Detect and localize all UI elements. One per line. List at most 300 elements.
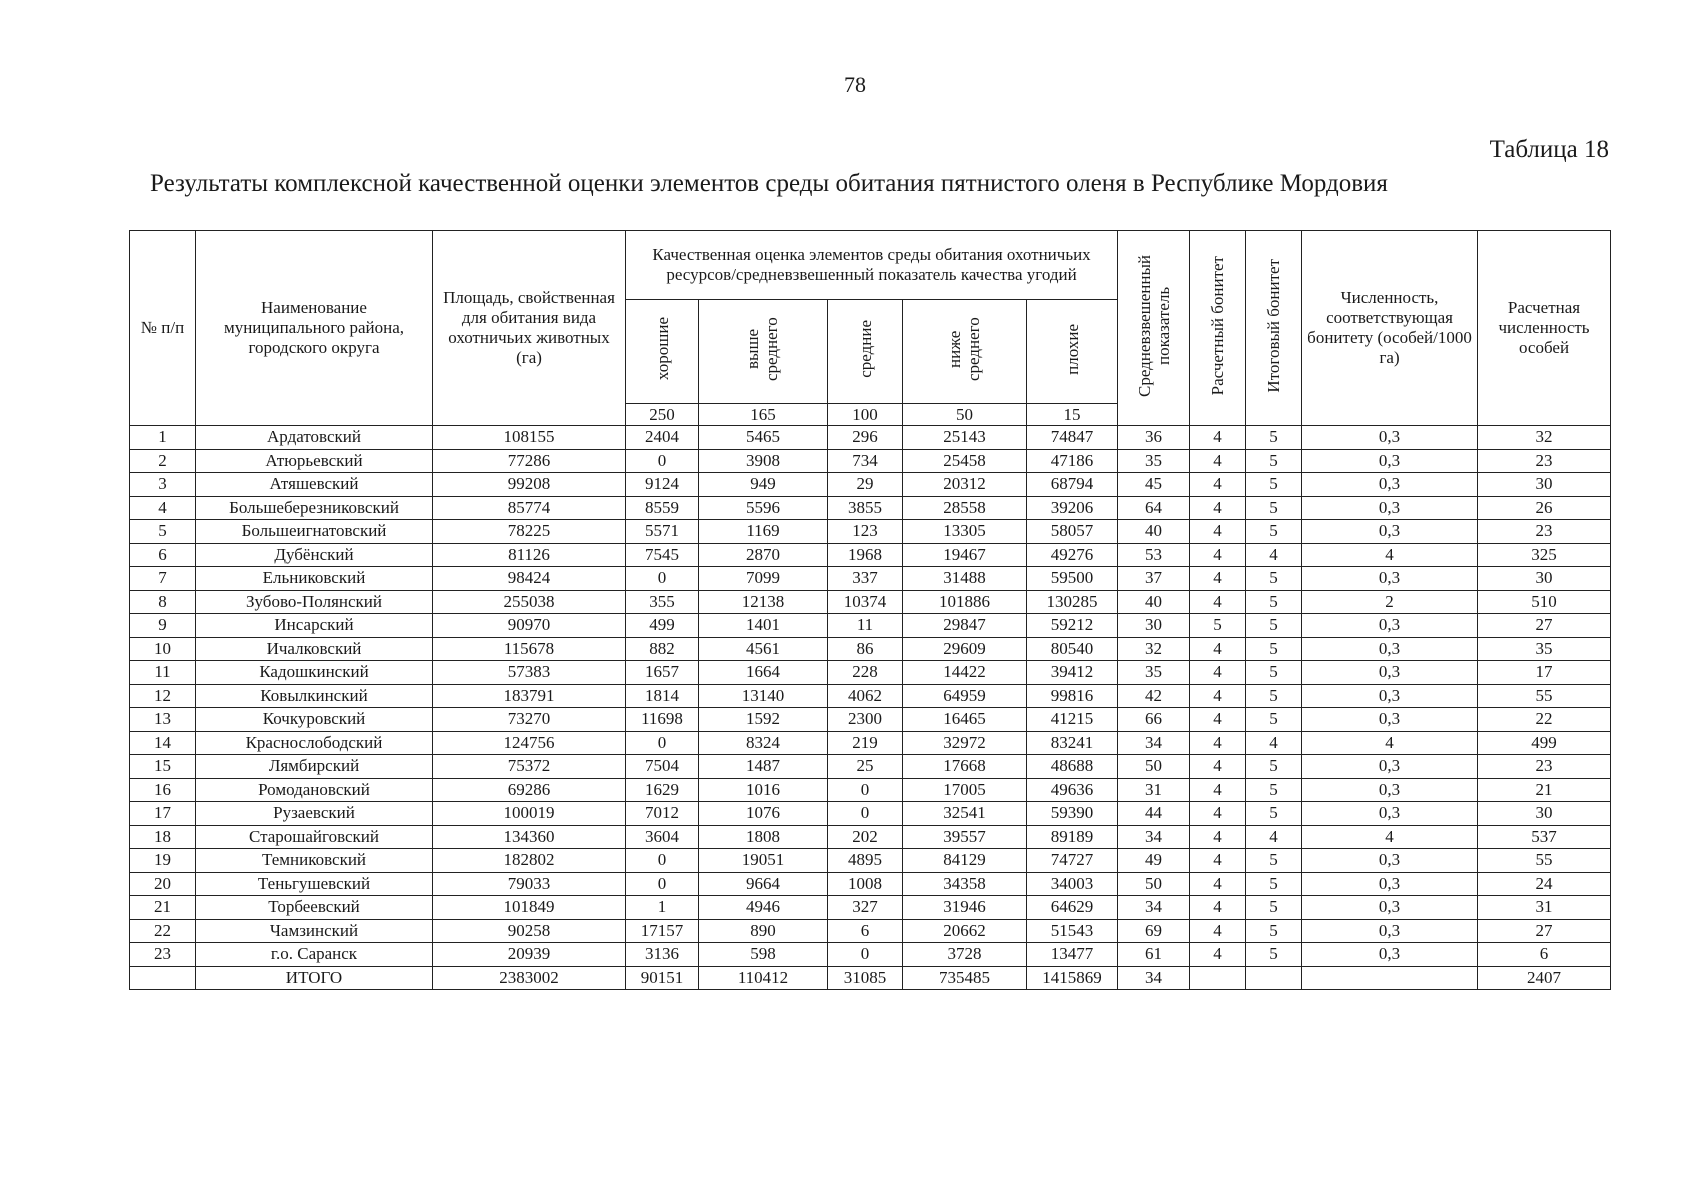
cell-calc-bonitet: 4: [1190, 567, 1246, 591]
cell-area: 182802: [433, 849, 626, 873]
cell-calc-population: 26: [1478, 496, 1611, 520]
cell-average: 0: [828, 778, 903, 802]
cell-good: 7545: [626, 543, 699, 567]
cell-number: 15: [130, 755, 196, 779]
cell-final-bonitet: 5: [1246, 943, 1302, 967]
cell-district-name: Инсарский: [196, 614, 433, 638]
cell-number: 13: [130, 708, 196, 732]
table-row: [130, 919, 1611, 943]
cell-below-average: 34358: [903, 872, 1027, 896]
cell-density: 0,3: [1302, 637, 1478, 661]
cell-number: 1: [130, 426, 196, 450]
cell-density: 0,3: [1302, 872, 1478, 896]
total-cell-above-average: 110412: [699, 966, 828, 990]
cell-poor: 130285: [1027, 590, 1118, 614]
cell-area: 183791: [433, 684, 626, 708]
cell-final-bonitet: 5: [1246, 426, 1302, 450]
cell-average: 296: [828, 426, 903, 450]
cell-poor: 49636: [1027, 778, 1118, 802]
cell-final-bonitet: 5: [1246, 872, 1302, 896]
cell-calc-population: 6: [1478, 943, 1611, 967]
cell-weighted-index: 64: [1118, 496, 1190, 520]
cell-above-average: 8324: [699, 731, 828, 755]
table-row: [130, 778, 1611, 802]
cell-below-average: 32541: [903, 802, 1027, 826]
cell-poor: 99816: [1027, 684, 1118, 708]
cell-number: 18: [130, 825, 196, 849]
cell-area: 85774: [433, 496, 626, 520]
cell-poor: 89189: [1027, 825, 1118, 849]
cell-above-average: 4561: [699, 637, 828, 661]
header-weighted-index-text: Средневзвешенный показатель: [1134, 254, 1173, 397]
header-final-bonitet: [1246, 231, 1302, 426]
cell-below-average: 64959: [903, 684, 1027, 708]
header-weight-poor: 15: [1027, 404, 1118, 426]
cell-weighted-index: 40: [1118, 590, 1190, 614]
header-quality-below-average-text: ниже среднего: [944, 317, 983, 381]
cell-above-average: 5596: [699, 496, 828, 520]
cell-final-bonitet: 5: [1246, 449, 1302, 473]
cell-calc-bonitet: 4: [1190, 849, 1246, 873]
cell-calc-population: 30: [1478, 567, 1611, 591]
cell-above-average: 2870: [699, 543, 828, 567]
table-row: [130, 849, 1611, 873]
cell-good: 8559: [626, 496, 699, 520]
cell-density: 0,3: [1302, 426, 1478, 450]
cell-above-average: 598: [699, 943, 828, 967]
cell-density: 0,3: [1302, 896, 1478, 920]
cell-below-average: 25458: [903, 449, 1027, 473]
cell-good: 0: [626, 849, 699, 873]
total-cell-district-name: ИТОГО: [196, 966, 433, 990]
cell-final-bonitet: 5: [1246, 590, 1302, 614]
cell-poor: 58057: [1027, 520, 1118, 544]
cell-district-name: Большеигнатовский: [196, 520, 433, 544]
cell-above-average: 12138: [699, 590, 828, 614]
cell-average: 10374: [828, 590, 903, 614]
table-row: [130, 896, 1611, 920]
cell-calc-population: 21: [1478, 778, 1611, 802]
cell-calc-population: 325: [1478, 543, 1611, 567]
cell-below-average: 16465: [903, 708, 1027, 732]
cell-final-bonitet: 5: [1246, 661, 1302, 685]
cell-density: 0,3: [1302, 473, 1478, 497]
cell-above-average: 3908: [699, 449, 828, 473]
cell-good: 1657: [626, 661, 699, 685]
cell-average: 4895: [828, 849, 903, 873]
cell-district-name: Кочкуровский: [196, 708, 433, 732]
cell-good: 5571: [626, 520, 699, 544]
header-weight-average: 100: [828, 404, 903, 426]
cell-final-bonitet: 5: [1246, 708, 1302, 732]
cell-density: 0,3: [1302, 849, 1478, 873]
total-cell-calc-bonitet: [1190, 966, 1246, 990]
cell-poor: 59500: [1027, 567, 1118, 591]
cell-below-average: 14422: [903, 661, 1027, 685]
cell-above-average: 1016: [699, 778, 828, 802]
cell-calc-population: 499: [1478, 731, 1611, 755]
cell-final-bonitet: 5: [1246, 896, 1302, 920]
cell-below-average: 13305: [903, 520, 1027, 544]
cell-above-average: 1487: [699, 755, 828, 779]
table-row: [130, 449, 1611, 473]
cell-area: 255038: [433, 590, 626, 614]
cell-average: 0: [828, 802, 903, 826]
cell-good: 0: [626, 872, 699, 896]
cell-calc-population: 31: [1478, 896, 1611, 920]
cell-average: 202: [828, 825, 903, 849]
cell-below-average: 20312: [903, 473, 1027, 497]
cell-above-average: 7099: [699, 567, 828, 591]
cell-below-average: 84129: [903, 849, 1027, 873]
cell-average: 337: [828, 567, 903, 591]
total-cell-below-average: 735485: [903, 966, 1027, 990]
total-cell-number: [130, 966, 196, 990]
cell-area: 77286: [433, 449, 626, 473]
cell-below-average: 32972: [903, 731, 1027, 755]
cell-poor: 41215: [1027, 708, 1118, 732]
table-row: [130, 731, 1611, 755]
cell-calc-population: 17: [1478, 661, 1611, 685]
table-row: [130, 755, 1611, 779]
cell-good: 7012: [626, 802, 699, 826]
cell-average: 1008: [828, 872, 903, 896]
cell-final-bonitet: 5: [1246, 849, 1302, 873]
cell-final-bonitet: 5: [1246, 778, 1302, 802]
cell-area: 79033: [433, 872, 626, 896]
cell-area: 98424: [433, 567, 626, 591]
cell-area: 100019: [433, 802, 626, 826]
cell-final-bonitet: 5: [1246, 755, 1302, 779]
cell-district-name: Рузаевский: [196, 802, 433, 826]
cell-district-name: Темниковский: [196, 849, 433, 873]
table-row: [130, 684, 1611, 708]
cell-poor: 34003: [1027, 872, 1118, 896]
cell-number: 14: [130, 731, 196, 755]
cell-area: 57383: [433, 661, 626, 685]
cell-district-name: Краснослободский: [196, 731, 433, 755]
cell-density: 0,3: [1302, 802, 1478, 826]
cell-number: 17: [130, 802, 196, 826]
cell-density: 0,3: [1302, 919, 1478, 943]
cell-weighted-index: 31: [1118, 778, 1190, 802]
cell-calc-population: 55: [1478, 849, 1611, 873]
cell-above-average: 13140: [699, 684, 828, 708]
cell-calc-bonitet: 4: [1190, 684, 1246, 708]
header-density: Численность, соответствующая бонитету (особей/1000 га): [1302, 231, 1478, 426]
total-cell-final-bonitet: [1246, 966, 1302, 990]
cell-weighted-index: 30: [1118, 614, 1190, 638]
total-cell-good: 90151: [626, 966, 699, 990]
cell-calc-population: 27: [1478, 614, 1611, 638]
cell-good: 7504: [626, 755, 699, 779]
header-quality-above-average: [699, 300, 828, 404]
cell-number: 9: [130, 614, 196, 638]
cell-calc-bonitet: 4: [1190, 778, 1246, 802]
cell-number: 7: [130, 567, 196, 591]
table-row: [130, 872, 1611, 896]
cell-district-name: Ардатовский: [196, 426, 433, 450]
header-weight-good: 250: [626, 404, 699, 426]
cell-good: 0: [626, 449, 699, 473]
cell-area: 75372: [433, 755, 626, 779]
cell-good: 3604: [626, 825, 699, 849]
cell-average: 219: [828, 731, 903, 755]
cell-area: 134360: [433, 825, 626, 849]
header-calc-bonitet-text: Расчетный бонитет: [1208, 255, 1228, 396]
cell-average: 2300: [828, 708, 903, 732]
header-weight-below-average: 50: [903, 404, 1027, 426]
cell-number: 10: [130, 637, 196, 661]
table-row: [130, 543, 1611, 567]
cell-average: 4062: [828, 684, 903, 708]
cell-poor: 49276: [1027, 543, 1118, 567]
cell-good: 11698: [626, 708, 699, 732]
cell-calc-population: 23: [1478, 449, 1611, 473]
cell-weighted-index: 37: [1118, 567, 1190, 591]
cell-area: 81126: [433, 543, 626, 567]
cell-weighted-index: 61: [1118, 943, 1190, 967]
cell-calc-bonitet: 4: [1190, 825, 1246, 849]
cell-weighted-index: 34: [1118, 825, 1190, 849]
cell-good: 1629: [626, 778, 699, 802]
cell-density: 4: [1302, 543, 1478, 567]
cell-number: 6: [130, 543, 196, 567]
cell-density: 0,3: [1302, 496, 1478, 520]
cell-good: 0: [626, 731, 699, 755]
cell-area: 90258: [433, 919, 626, 943]
cell-calc-population: 32: [1478, 426, 1611, 450]
cell-final-bonitet: 4: [1246, 825, 1302, 849]
cell-calc-population: 35: [1478, 637, 1611, 661]
cell-district-name: Лямбирский: [196, 755, 433, 779]
cell-weighted-index: 35: [1118, 449, 1190, 473]
table-row: [130, 426, 1611, 450]
cell-density: 0,3: [1302, 943, 1478, 967]
total-cell-area: 2383002: [433, 966, 626, 990]
cell-final-bonitet: 5: [1246, 496, 1302, 520]
cell-calc-bonitet: 4: [1190, 872, 1246, 896]
cell-weighted-index: 50: [1118, 872, 1190, 896]
cell-good: 17157: [626, 919, 699, 943]
cell-district-name: г.о. Саранск: [196, 943, 433, 967]
cell-area: 78225: [433, 520, 626, 544]
cell-below-average: 25143: [903, 426, 1027, 450]
cell-calc-bonitet: 4: [1190, 520, 1246, 544]
cell-district-name: Зубово-Полянский: [196, 590, 433, 614]
cell-density: 0,3: [1302, 449, 1478, 473]
cell-calc-bonitet: 4: [1190, 496, 1246, 520]
cell-final-bonitet: 5: [1246, 684, 1302, 708]
cell-number: 23: [130, 943, 196, 967]
cell-below-average: 20662: [903, 919, 1027, 943]
cell-average: 0: [828, 943, 903, 967]
cell-above-average: 949: [699, 473, 828, 497]
cell-number: 21: [130, 896, 196, 920]
header-quality-above-average-text: выше среднего: [743, 317, 781, 381]
cell-final-bonitet: 5: [1246, 919, 1302, 943]
page-number: 78: [844, 72, 866, 97]
total-row: [130, 966, 1611, 990]
cell-density: 0,3: [1302, 755, 1478, 779]
cell-number: 22: [130, 919, 196, 943]
cell-district-name: Атяшевский: [196, 473, 433, 497]
cell-above-average: 1664: [699, 661, 828, 685]
cell-poor: 80540: [1027, 637, 1118, 661]
cell-calc-bonitet: 4: [1190, 919, 1246, 943]
cell-poor: 13477: [1027, 943, 1118, 967]
cell-district-name: Ромодановский: [196, 778, 433, 802]
table-row: [130, 802, 1611, 826]
cell-calc-bonitet: 4: [1190, 755, 1246, 779]
cell-average: 123: [828, 520, 903, 544]
cell-calc-bonitet: 4: [1190, 731, 1246, 755]
cell-below-average: 29609: [903, 637, 1027, 661]
header-quality-poor-text: плохие: [1062, 323, 1082, 375]
cell-weighted-index: 34: [1118, 896, 1190, 920]
cell-calc-bonitet: 4: [1190, 590, 1246, 614]
cell-number: 4: [130, 496, 196, 520]
cell-poor: 39412: [1027, 661, 1118, 685]
cell-density: 2: [1302, 590, 1478, 614]
header-final-bonitet-text: Итоговый бонитет: [1264, 258, 1284, 393]
cell-above-average: 1592: [699, 708, 828, 732]
cell-poor: 83241: [1027, 731, 1118, 755]
cell-calc-population: 537: [1478, 825, 1611, 849]
cell-area: 101849: [433, 896, 626, 920]
cell-number: 2: [130, 449, 196, 473]
cell-calc-bonitet: 4: [1190, 661, 1246, 685]
cell-density: 0,3: [1302, 567, 1478, 591]
cell-above-average: 1076: [699, 802, 828, 826]
cell-poor: 39206: [1027, 496, 1118, 520]
table-row: [130, 496, 1611, 520]
cell-district-name: Атюрьевский: [196, 449, 433, 473]
cell-final-bonitet: 5: [1246, 637, 1302, 661]
cell-density: 0,3: [1302, 778, 1478, 802]
cell-weighted-index: 49: [1118, 849, 1190, 873]
cell-good: 9124: [626, 473, 699, 497]
cell-above-average: 5465: [699, 426, 828, 450]
cell-final-bonitet: 5: [1246, 567, 1302, 591]
cell-district-name: Дубёнский: [196, 543, 433, 567]
table-row: [130, 473, 1611, 497]
cell-below-average: 31488: [903, 567, 1027, 591]
cell-density: 0,3: [1302, 661, 1478, 685]
table-label: Таблица 18: [1489, 136, 1609, 163]
cell-district-name: Чамзинский: [196, 919, 433, 943]
header-quality-average-text: средние: [855, 320, 875, 378]
cell-good: 882: [626, 637, 699, 661]
cell-calc-population: 22: [1478, 708, 1611, 732]
table-row: [130, 637, 1611, 661]
table-row: [130, 520, 1611, 544]
cell-weighted-index: 36: [1118, 426, 1190, 450]
cell-weighted-index: 69: [1118, 919, 1190, 943]
cell-good: 0: [626, 567, 699, 591]
cell-poor: 59390: [1027, 802, 1118, 826]
cell-poor: 48688: [1027, 755, 1118, 779]
cell-number: 3: [130, 473, 196, 497]
cell-density: 4: [1302, 731, 1478, 755]
table-row: [130, 614, 1611, 638]
cell-calc-population: 30: [1478, 802, 1611, 826]
header-quality-average: [828, 300, 903, 404]
cell-average: 327: [828, 896, 903, 920]
table-row: [130, 943, 1611, 967]
header-weighted-index: [1118, 231, 1190, 426]
header-quality-good-text: хорошие: [652, 317, 672, 381]
cell-number: 5: [130, 520, 196, 544]
total-cell-weighted-index: 34: [1118, 966, 1190, 990]
cell-final-bonitet: 5: [1246, 520, 1302, 544]
cell-poor: 59212: [1027, 614, 1118, 638]
cell-area: 20939: [433, 943, 626, 967]
cell-average: 29: [828, 473, 903, 497]
cell-area: 99208: [433, 473, 626, 497]
cell-district-name: Ельниковский: [196, 567, 433, 591]
cell-weighted-index: 66: [1118, 708, 1190, 732]
cell-below-average: 19467: [903, 543, 1027, 567]
total-cell-density: [1302, 966, 1478, 990]
cell-below-average: 3728: [903, 943, 1027, 967]
cell-number: 11: [130, 661, 196, 685]
cell-district-name: Торбеевский: [196, 896, 433, 920]
cell-weighted-index: 53: [1118, 543, 1190, 567]
cell-number: 20: [130, 872, 196, 896]
header-weight-above-average: 165: [699, 404, 828, 426]
cell-poor: 74727: [1027, 849, 1118, 873]
cell-weighted-index: 40: [1118, 520, 1190, 544]
cell-area: 69286: [433, 778, 626, 802]
cell-poor: 51543: [1027, 919, 1118, 943]
cell-area: 73270: [433, 708, 626, 732]
table-body: [130, 426, 1611, 990]
cell-final-bonitet: 4: [1246, 731, 1302, 755]
cell-above-average: 890: [699, 919, 828, 943]
cell-number: 19: [130, 849, 196, 873]
cell-above-average: 4946: [699, 896, 828, 920]
table-row: [130, 661, 1611, 685]
cell-final-bonitet: 4: [1246, 543, 1302, 567]
cell-weighted-index: 35: [1118, 661, 1190, 685]
cell-average: 734: [828, 449, 903, 473]
header-area: Площадь, свойственная для обитания вида охотничьих животных (га): [433, 231, 626, 426]
cell-above-average: 9664: [699, 872, 828, 896]
cell-area: 108155: [433, 426, 626, 450]
cell-below-average: 28558: [903, 496, 1027, 520]
cell-number: 12: [130, 684, 196, 708]
habitat-assessment-table: [129, 230, 1611, 990]
cell-calc-bonitet: 4: [1190, 637, 1246, 661]
header-calc-population: Расчетная численность особей: [1478, 231, 1611, 426]
cell-calc-bonitet: 4: [1190, 449, 1246, 473]
header-quality-poor: [1027, 300, 1118, 404]
cell-good: 499: [626, 614, 699, 638]
table-row: [130, 708, 1611, 732]
total-cell-poor: 1415869: [1027, 966, 1118, 990]
cell-below-average: 39557: [903, 825, 1027, 849]
table-row: [130, 567, 1611, 591]
cell-area: 115678: [433, 637, 626, 661]
cell-calc-bonitet: 4: [1190, 943, 1246, 967]
header-quality-group: Качественная оценка элементов среды обитания охотничьих ресурсов/средневзвешенный показатель качества угодий: [626, 231, 1118, 300]
header-quality-good: [626, 300, 699, 404]
document-title: Результаты комплексной качественной оценки элементов среды обитания пятнистого оленя в Республике Мордовия: [150, 170, 1388, 197]
cell-calc-bonitet: 4: [1190, 802, 1246, 826]
cell-calc-population: 24: [1478, 872, 1611, 896]
cell-number: 16: [130, 778, 196, 802]
